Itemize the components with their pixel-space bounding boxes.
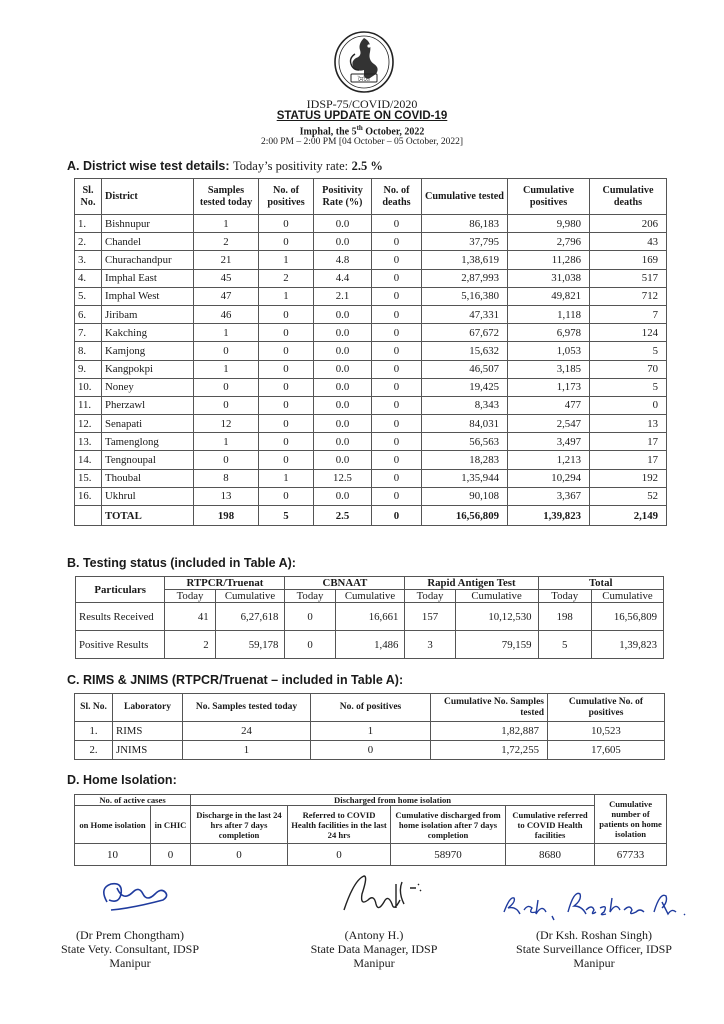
table-row (76, 631, 664, 659)
table-cell: 2,547 (508, 415, 590, 433)
table-row (75, 342, 667, 360)
table-cell: 0 (259, 396, 314, 414)
signatory-name: (Dr Ksh. Roshan Singh) (536, 928, 652, 942)
table-cell: 0 (372, 215, 422, 233)
table-cell: 5. (75, 287, 102, 305)
table-cell: 7 (590, 305, 667, 323)
district-name: Imphal East (102, 269, 194, 287)
table-row (75, 251, 667, 269)
table-row (75, 415, 667, 433)
table-cell: 5 (538, 631, 591, 659)
col-header: Cumulative positives (508, 179, 590, 215)
table-cell: 16,661 (335, 603, 405, 631)
table-row (75, 378, 667, 396)
table-row (75, 433, 667, 451)
table-cell: 11,286 (508, 251, 590, 269)
col-header: on Home isolation (75, 806, 151, 844)
active-cases-header: No. of active cases (75, 795, 191, 806)
table-cell: 10,12,530 (455, 603, 538, 631)
table-cell: 0 (259, 415, 314, 433)
table-cell: 59,178 (215, 631, 285, 659)
table-cell: 0 (372, 469, 422, 487)
table-cell: 6,27,618 (215, 603, 285, 631)
table-cell: 4.8 (314, 251, 372, 269)
table-cell: 8,343 (422, 396, 508, 414)
table-cell: 0 (151, 844, 191, 866)
signatory-name: (Antony H.) (344, 928, 404, 942)
table-cell: 1 (259, 287, 314, 305)
col-header: Laboratory (113, 694, 183, 722)
table-cell: 16,56,809 (591, 603, 663, 631)
table-cell: 0 (259, 215, 314, 233)
district-name: Jiribam (102, 305, 194, 323)
row-label: Results Received (76, 603, 165, 631)
table-row (75, 324, 667, 342)
table-cell: 5 (590, 342, 667, 360)
table-cell: 10. (75, 378, 102, 396)
section-c-heading: C. RIMS & JNIMS (RTPCR/Truenat – included in Table A): (67, 673, 404, 687)
table-row (75, 269, 667, 287)
table-cell: 8 (194, 469, 259, 487)
table-cell: 5 (590, 378, 667, 396)
table-cell: 13 (590, 415, 667, 433)
table-cell: 1,39,823 (591, 631, 663, 659)
table-cell: 2,87,993 (422, 269, 508, 287)
table-cell: 5,16,380 (422, 287, 508, 305)
table-row (75, 741, 665, 760)
col-header: in CHIC (151, 806, 191, 844)
district-name: Chandel (102, 233, 194, 251)
reference-number: IDSP-75/COVID/2020 (306, 97, 418, 111)
table-cell: 1,82,887 (431, 722, 548, 741)
district-name: Imphal West (102, 287, 194, 305)
table-cell: 1 (194, 360, 259, 378)
table-cell: 1 (194, 215, 259, 233)
table-cell: 169 (590, 251, 667, 269)
sub-header-cumulative: Cumulative (591, 590, 663, 603)
table-cell: 1,38,619 (422, 251, 508, 269)
col-header: Sl. No. (75, 179, 102, 215)
table-cell: 0 (372, 324, 422, 342)
table-row (75, 396, 667, 414)
table-cell: 10 (75, 844, 151, 866)
table-cell: 0.0 (314, 305, 372, 323)
table-cell: 46 (194, 305, 259, 323)
table-cell: 1,118 (508, 305, 590, 323)
rims-jnims-table (74, 693, 665, 760)
district-name: Thoubal (102, 469, 194, 487)
col-header: Cumulative referred to COVID Health facilities (506, 806, 595, 844)
table-cell: 3. (75, 251, 102, 269)
state-emblem-icon (333, 30, 395, 94)
col-header: No. of positives (311, 694, 431, 722)
col-header: Sl. No. (75, 694, 113, 722)
col-header: No. Samples tested today (183, 694, 311, 722)
table-cell: 52 (590, 487, 667, 505)
signatory-title: State Surveillance Officer, IDSP (516, 942, 672, 956)
table-cell: 0 (590, 396, 667, 414)
table-cell: 21 (194, 251, 259, 269)
section-a-heading (67, 159, 383, 174)
table-cell: 0 (372, 415, 422, 433)
table-cell: 206 (590, 215, 667, 233)
particulars-header: Particulars (76, 577, 165, 603)
table-cell: 12. (75, 415, 102, 433)
col-header: Discharge in the last 24 hrs after 7 days completion (191, 806, 288, 844)
table-cell: 0.0 (314, 396, 372, 414)
positivity-rate-label: Today’s positivity rate: (233, 159, 349, 173)
table-cell: 14. (75, 451, 102, 469)
emblem-lettering: মৈতৈ (357, 76, 371, 83)
positivity-rate-value: 2.5 % (351, 159, 383, 173)
table-row (76, 603, 664, 631)
table-cell: 19,425 (422, 378, 508, 396)
table-cell: 0 (259, 305, 314, 323)
section-b-heading: B. Testing status (included in Table A): (67, 556, 296, 570)
table-cell: 47,331 (422, 305, 508, 323)
sub-header-today: Today (538, 590, 591, 603)
table-cell: 517 (590, 269, 667, 287)
table-cell: 0 (372, 233, 422, 251)
row-label: Positive Results (76, 631, 165, 659)
table-cell: 192 (590, 469, 667, 487)
testing-status-table (75, 576, 664, 659)
table-cell: 56,563 (422, 433, 508, 451)
table-cell: 2 (259, 269, 314, 287)
table-cell: 0 (372, 287, 422, 305)
table-cell: 12 (194, 415, 259, 433)
table-cell: 1 (194, 433, 259, 451)
col-header: District (102, 179, 194, 215)
table-cell: 0.0 (314, 433, 372, 451)
document-title: STATUS UPDATE ON COVID-19 (276, 110, 448, 122)
table-cell: 1,213 (508, 451, 590, 469)
table-cell: 1. (75, 215, 102, 233)
sub-header-today: Today (405, 590, 455, 603)
table-cell: 46,507 (422, 360, 508, 378)
table-cell: 0 (259, 324, 314, 342)
table-cell: 6,978 (508, 324, 590, 342)
total-row (75, 506, 667, 526)
table-cell: 477 (508, 396, 590, 414)
table-cell: 0 (259, 342, 314, 360)
table-cell: 0 (372, 251, 422, 269)
table-cell: 17 (590, 451, 667, 469)
table-cell: 0.0 (314, 487, 372, 505)
table-cell: 24 (183, 722, 311, 741)
district-name: Noney (102, 378, 194, 396)
table-cell: 4.4 (314, 269, 372, 287)
sub-header-today: Today (285, 590, 335, 603)
table-cell: 90,108 (422, 487, 508, 505)
table-cell: 0 (372, 305, 422, 323)
group-header-cbnaat: CBNAAT (285, 577, 405, 590)
district-name: Kakching (102, 324, 194, 342)
group-header-total: Total (538, 577, 664, 590)
signature-image (336, 870, 426, 918)
table-row (75, 487, 667, 505)
col-header: Referred to COVID Health facilities in the last 24 hrs (288, 806, 391, 844)
district-name: TOTAL (102, 506, 194, 526)
district-name: Pherzawl (102, 396, 194, 414)
table-cell: 0 (372, 360, 422, 378)
group-header-rat: Rapid Antigen Test (405, 577, 538, 590)
table-cell: 0 (259, 433, 314, 451)
table-cell: 9. (75, 360, 102, 378)
table-cell: 2 (194, 233, 259, 251)
table-cell: 84,031 (422, 415, 508, 433)
col-header: Cumulative discharged from home isolation after 7 days completion (391, 806, 506, 844)
table-cell: 15,632 (422, 342, 508, 360)
table-cell: 1. (75, 722, 113, 741)
table-cell: 0 (194, 342, 259, 360)
table-cell: 1,053 (508, 342, 590, 360)
time-range: 2:00 PM – 2:00 PM [04 October – 05 October, 2022] (260, 137, 463, 147)
sub-header-today: Today (165, 590, 215, 603)
table-cell: 58970 (391, 844, 506, 866)
table-cell: 0 (191, 844, 288, 866)
table-cell: 1,72,255 (431, 741, 548, 760)
table-cell: 15. (75, 469, 102, 487)
table-cell: 67,672 (422, 324, 508, 342)
col-header: Positivity Rate (%) (314, 179, 372, 215)
table-cell: 0 (372, 342, 422, 360)
table-cell: 0.0 (314, 451, 372, 469)
table-row (75, 215, 667, 233)
table-row (75, 469, 667, 487)
table-cell: 3,367 (508, 487, 590, 505)
table-row (75, 451, 667, 469)
district-test-table (74, 178, 667, 526)
district-name: Churachandpur (102, 251, 194, 269)
table-cell: 0 (259, 233, 314, 251)
table-cell: 0 (259, 378, 314, 396)
table-cell: 2,796 (508, 233, 590, 251)
district-name: Tengnoupal (102, 451, 194, 469)
col-header: Cumulative deaths (590, 179, 667, 215)
table-cell: 1 (183, 741, 311, 760)
table-cell: 2 (165, 631, 215, 659)
table-cell: 3,185 (508, 360, 590, 378)
table-cell: 0 (259, 451, 314, 469)
table-cell: 0 (372, 269, 422, 287)
table-cell: 1 (259, 251, 314, 269)
table-cell: 1,35,944 (422, 469, 508, 487)
table-cell: 43 (590, 233, 667, 251)
table-cell: 1 (259, 469, 314, 487)
sub-header-cumulative: Cumulative (455, 590, 538, 603)
table-cell: 67733 (595, 844, 667, 866)
discharged-header: Discharged from home isolation (191, 795, 595, 806)
group-header-rtpcr: RTPCR/Truenat (165, 577, 285, 590)
table-cell: 0 (259, 360, 314, 378)
table-cell: 2.5 (314, 506, 372, 526)
signature-block (10, 928, 250, 970)
table-cell: 0 (372, 451, 422, 469)
table-cell: 13. (75, 433, 102, 451)
table-row (75, 844, 667, 866)
table-cell: 45 (194, 269, 259, 287)
signatory-title: State Vety. Consultant, IDSP (60, 942, 199, 956)
table-cell: 712 (590, 287, 667, 305)
table-row (75, 287, 667, 305)
table-row (75, 233, 667, 251)
table-cell: 3,497 (508, 433, 590, 451)
table-cell: 2. (75, 741, 113, 760)
table-cell: 49,821 (508, 287, 590, 305)
table-cell: 18,283 (422, 451, 508, 469)
table-cell: 7. (75, 324, 102, 342)
table-cell: 8. (75, 342, 102, 360)
district-name: Senapati (102, 415, 194, 433)
signature-block (254, 928, 494, 970)
table-cell: 12.5 (314, 469, 372, 487)
col-header: Cumulative No. of positives (548, 694, 665, 722)
place-date: Imphal, the 5th October, 2022 (299, 124, 425, 138)
table-cell: 0 (311, 741, 431, 760)
home-isolation-table (74, 794, 667, 866)
table-cell: 0 (285, 603, 335, 631)
table-cell (75, 506, 102, 526)
table-row (75, 305, 667, 323)
sub-header-cumulative: Cumulative (335, 590, 405, 603)
table-cell: 2. (75, 233, 102, 251)
table-cell: 17,605 (548, 741, 665, 760)
table-cell: 70 (590, 360, 667, 378)
signature-image (95, 872, 175, 914)
table-cell: 37,795 (422, 233, 508, 251)
col-header: Cumulative No. Samples tested (431, 694, 548, 722)
section-d-heading: D. Home Isolation: (67, 773, 177, 787)
table-cell: 17 (590, 433, 667, 451)
table-cell: 11. (75, 396, 102, 414)
table-cell: 0 (372, 433, 422, 451)
table-cell: 9,980 (508, 215, 590, 233)
table-cell: 0 (194, 396, 259, 414)
table-cell: 0 (372, 506, 422, 526)
table-cell: 5 (259, 506, 314, 526)
table-cell: 198 (194, 506, 259, 526)
table-cell: 0 (372, 487, 422, 505)
col-header: Cumulative tested (422, 179, 508, 215)
cumulative-header: Cumulative number of patients on home isolation (595, 795, 667, 844)
table-cell: 86,183 (422, 215, 508, 233)
table-cell: 0 (194, 378, 259, 396)
table-cell: 1,39,823 (508, 506, 590, 526)
table-cell: 0.0 (314, 324, 372, 342)
table-cell: 0 (259, 487, 314, 505)
table-cell: 2.1 (314, 287, 372, 305)
table-cell: 0 (288, 844, 391, 866)
table-cell: 47 (194, 287, 259, 305)
table-cell: 2,149 (590, 506, 667, 526)
district-name: Kamjong (102, 342, 194, 360)
signatory-place: Manipur (109, 956, 151, 970)
table-cell: 1,486 (335, 631, 405, 659)
table-cell: 0 (372, 378, 422, 396)
table-cell: 16. (75, 487, 102, 505)
table-cell: 0.0 (314, 360, 372, 378)
table-cell: 6. (75, 305, 102, 323)
table-cell: 16,56,809 (422, 506, 508, 526)
table-cell: 4. (75, 269, 102, 287)
table-cell: 1,173 (508, 378, 590, 396)
table-cell: 0 (194, 451, 259, 469)
table-cell: 0.0 (314, 215, 372, 233)
table-cell: 157 (405, 603, 455, 631)
table-cell: 0.0 (314, 342, 372, 360)
table-row (75, 360, 667, 378)
table-cell: 31,038 (508, 269, 590, 287)
table-cell: 0 (372, 396, 422, 414)
signatory-name: (Dr Prem Chongtham) (76, 928, 184, 942)
table-cell: 10,523 (548, 722, 665, 741)
table-cell: 8680 (506, 844, 595, 866)
sub-header-cumulative: Cumulative (215, 590, 285, 603)
table-cell: JNIMS (113, 741, 183, 760)
table-cell: 10,294 (508, 469, 590, 487)
table-cell: 0 (285, 631, 335, 659)
table-cell: 1 (311, 722, 431, 741)
table-cell: 13 (194, 487, 259, 505)
col-header: No. of positives (259, 179, 314, 215)
district-name: Tamenglong (102, 433, 194, 451)
col-header: No. of deaths (372, 179, 422, 215)
table-cell: 0.0 (314, 378, 372, 396)
district-name: Kangpokpi (102, 360, 194, 378)
table-cell: 0.0 (314, 415, 372, 433)
table-cell: 1 (194, 324, 259, 342)
table-cell: 41 (165, 603, 215, 631)
signature-image (498, 886, 688, 922)
signatory-title: State Data Manager, IDSP (310, 942, 438, 956)
signatory-place: Manipur (353, 956, 395, 970)
section-a-title: A. District wise test details: (67, 159, 230, 173)
table-cell: 124 (590, 324, 667, 342)
table-row (75, 722, 665, 741)
district-name: Ukhrul (102, 487, 194, 505)
table-cell: 0.0 (314, 233, 372, 251)
district-name: Bishnupur (102, 215, 194, 233)
table-cell: 79,159 (455, 631, 538, 659)
signatory-place: Manipur (573, 956, 615, 970)
col-header: Samples tested today (194, 179, 259, 215)
table-cell: 198 (538, 603, 591, 631)
table-cell: 3 (405, 631, 455, 659)
signature-block (474, 928, 714, 970)
table-cell: RIMS (113, 722, 183, 741)
